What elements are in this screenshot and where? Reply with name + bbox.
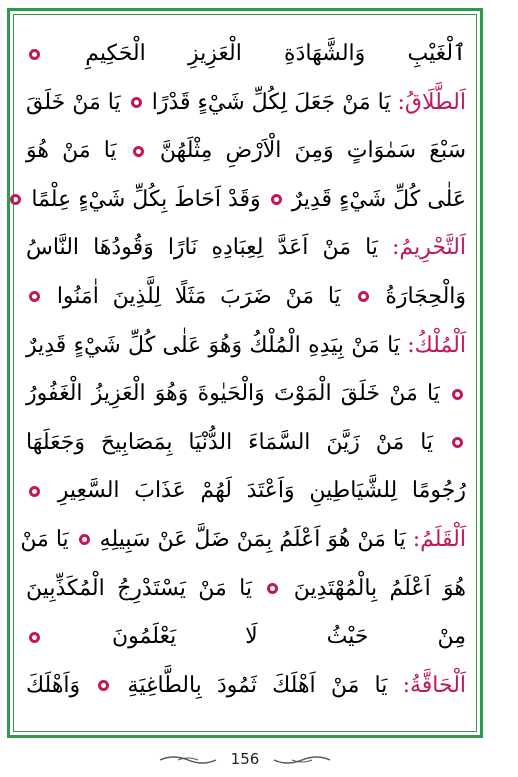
- text-segment: يَا مَنْ خَلَقَ: [26, 89, 121, 115]
- surah-heading: اَلْحَاقَّةُ:: [402, 672, 467, 698]
- text-segment: وَقَدْ اَحَاطَ بِكُلِّ شَيْءٍ عِلْمًا: [31, 186, 261, 212]
- text-line: [26, 79, 466, 128]
- text-line: [26, 176, 466, 225]
- text-segment: وَالْحِجَارَةُ: [385, 283, 467, 309]
- text-line: [26, 662, 466, 711]
- verse-separator-icon: [79, 534, 90, 545]
- text-segment: ٱلْغَيْبِ وَالشَّهَادَةِ الْعَزِيزِ الْحَكِيمِ: [85, 41, 466, 66]
- text-segment: يَا مَنْ يَسْتَدْرِجُ الْمُكَذِّبِينَ: [26, 575, 252, 601]
- page-number: 156: [230, 750, 260, 768]
- text-segment: هُوَ اَعْلَمُ بِالْمُهْتَدِينَ: [293, 575, 467, 601]
- text-segment: يَا مَنْ اَهْلَكَ ثَمُودَ بِالطَّاغِيَةِ: [127, 672, 388, 698]
- text-segment: رُجُومًا لِلشَّيَاطِينِ وَاَعْتَدَ لَهُمْ عَذَابَ السَّعِيرِ: [57, 478, 466, 504]
- text-line: [26, 419, 466, 468]
- text-line: [20, 516, 466, 565]
- verse-separator-icon: [267, 583, 278, 594]
- surah-heading: اَلْقَلَمُ:: [412, 526, 466, 552]
- page-footer: [0, 750, 490, 768]
- verse-separator-icon: [29, 632, 40, 643]
- text-segment: يَا مَنْ اَعَدَّ لِعِبَادِهِ نَارًا وَقُودُهَا النَّاسُ: [26, 235, 378, 261]
- verse-separator-icon: [133, 146, 144, 157]
- text-line: [26, 322, 466, 371]
- verse-separator-icon: [29, 49, 40, 60]
- text-line: [26, 30, 466, 79]
- verse-separator-icon: [271, 194, 282, 205]
- text-block: [20, 30, 467, 710]
- text-segment: يَا مَنْ ضَرَبَ مَثَلًا لِلَّذِينَ اٰمَنُوا: [56, 283, 341, 309]
- surah-heading: اَلطَّلَاقُ:: [397, 89, 466, 115]
- text-line: [26, 613, 466, 662]
- text-segment: يَا مَنْ هُوَ: [26, 138, 117, 164]
- verse-separator-icon: [131, 97, 142, 108]
- left-ornament-icon: [158, 753, 218, 767]
- text-segment: وَاَهْلَكَ: [26, 672, 81, 698]
- text-segment: يَا مَنْ هُوَ اَعْلَمُ بِمَنْ ضَلَّ عَنْ سَبِيلِهِ: [99, 526, 406, 552]
- verse-separator-icon: [452, 389, 463, 400]
- text-segment: عَلٰى كُلِّ شَيْءٍ قَدِيرٌ: [291, 186, 466, 212]
- verse-separator-icon: [358, 291, 369, 302]
- text-segment: يَا مَنْ بِيَدِهِ الْمُلْكُ وَهُوَ عَلٰى كُلِّ شَيْءٍ قَدِيرٌ: [26, 332, 400, 358]
- text-segment: يَا مَنْ خَلَقَ الْمَوْتَ وَالْحَيٰوةَ وَهُوَ الْعَزِيزُ الْغَفُورُ: [26, 381, 440, 407]
- verse-separator-icon: [10, 194, 21, 205]
- text-line: [26, 370, 466, 419]
- text-line: [26, 565, 466, 614]
- surah-heading: اَلْمُلْكُ:: [407, 332, 466, 358]
- text-segment: يَا مَنْ جَعَلَ لِكُلِّ شَيْءٍ قَدْرًا: [151, 89, 391, 115]
- right-ornament-icon: [272, 753, 332, 767]
- text-line: [26, 224, 466, 273]
- verse-separator-icon: [29, 291, 40, 302]
- text-segment: يَا مَنْ زَيَّنَ السَّمَاءَ الدُّنْيَا بِمَصَابِيحَ وَجَعَلَهَا: [26, 429, 434, 455]
- verse-separator-icon: [98, 680, 109, 691]
- text-segment: سَبْعَ سَمٰوَاتٍ وَمِنَ الْاَرْضِ مِثْلَهُنَّ: [159, 138, 467, 164]
- text-line: [26, 127, 466, 176]
- text-segment: مِنْ حَيْثُ لَا يَعْلَمُونَ: [111, 624, 466, 650]
- text-line: [26, 273, 466, 322]
- verse-separator-icon: [452, 437, 463, 448]
- verse-separator-icon: [29, 486, 40, 497]
- surah-heading: اَلتَّحْرِيمُ:: [392, 235, 466, 261]
- text-segment: يَا مَنْ: [20, 526, 69, 552]
- text-line: [26, 467, 466, 516]
